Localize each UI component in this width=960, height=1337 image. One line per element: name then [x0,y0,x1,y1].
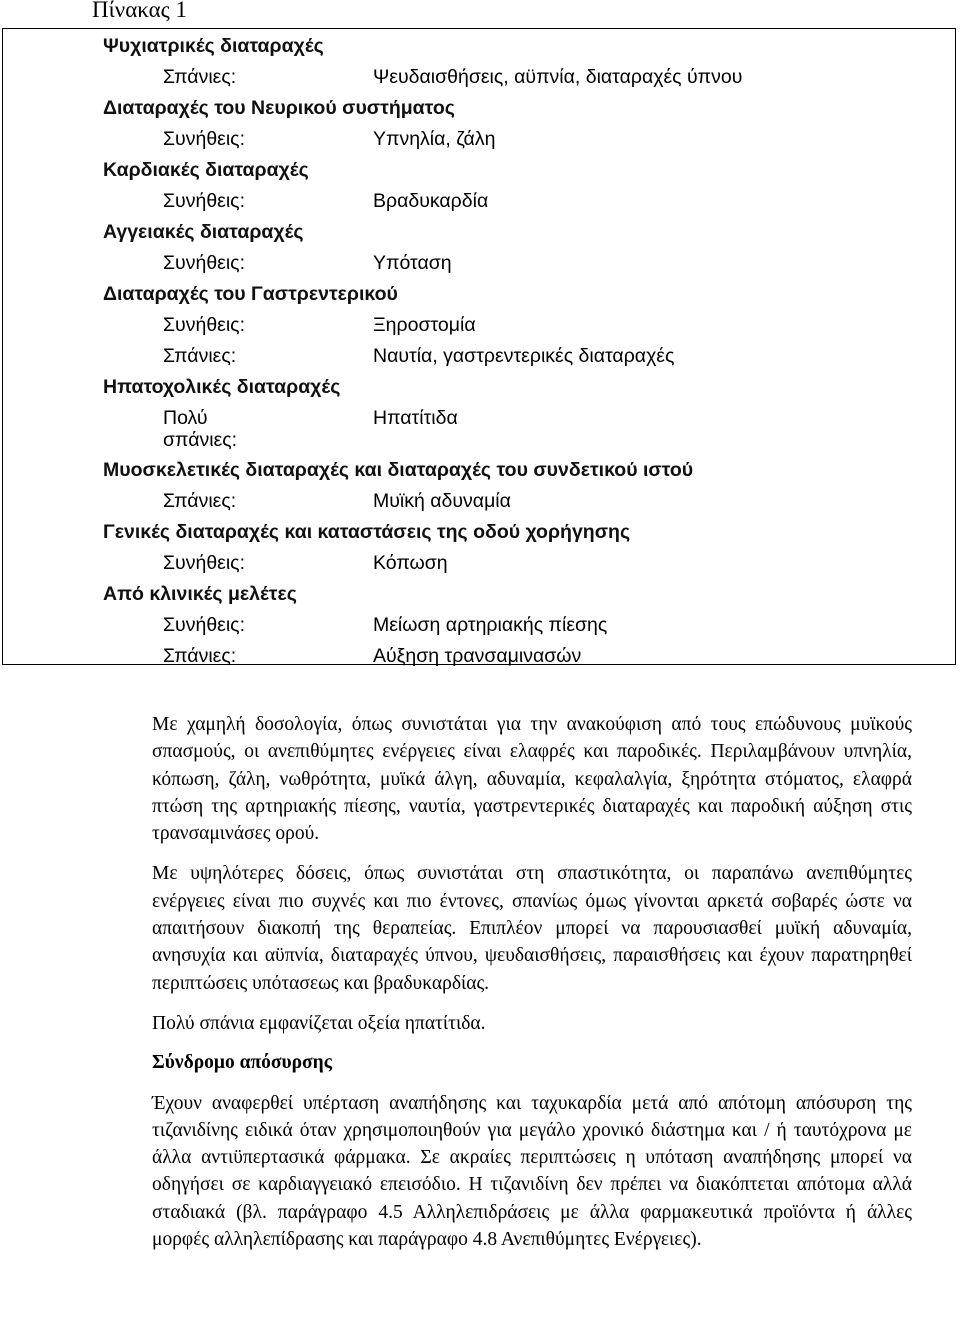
table-row [103,610,943,641]
frequency-label: Συνήθεις: [163,190,245,212]
category-musculoskeletal: Μυοσκελετικές διαταραχές και διαταραχές του συνδετικού ιστού [103,459,694,481]
frequency-label: Συνήθεις: [163,128,245,150]
category-gastrointestinal: Διαταραχές του Γαστρεντερικού [103,283,398,305]
category-psychiatric: Ψυχιατρικές διαταραχές [103,35,324,57]
frequency-label: Συνήθεις: [163,552,245,574]
effect-text: Ναυτία, γαστρεντερικές διαταραχές [373,345,675,367]
table-content [103,31,943,672]
effect-text: Βραδυκαρδία [373,190,489,212]
effect-text: Ξηροστομία [373,314,476,336]
effect-text: Μείωση αρτηριακής πίεσης [373,614,608,636]
frequency-label: Σπάνιες: [163,345,237,367]
frequency-label: Συνήθεις: [163,252,245,274]
table-row [103,341,943,372]
effect-text: Αύξηση τρανσαμινασών [373,645,582,667]
category-nervous-system: Διαταραχές του Νευρικού συστήματος [103,97,455,119]
paragraph-withdrawal: Έχουν αναφερθεί υπέρταση αναπήδησης και ταχυκαρδία μετά από απότομη απόσυρση της τιζανιδίνης ειδικά όταν χρησιμοποιηθούν για μεγάλο χρονικό διάστημα και / ή ταυτόχρονα με άλλα αντιϋπερτασικά φάρμακα. Σε ακραίες περιπτώσεις η υπόταση αναπήδησης μπορεί να οδηγήσει σε καρδιαγγειακό επεισόδιο. Η τιζανιδίνη δεν πρέπει να διακόπτεται απότομα αλλά σταδιακά (βλ. παράγραφο 4.5 Αλληλεπιδράσεις με άλλα φαρμακευτικά προϊόντα ή άλλες μορφές αλληλεπίδρασης και παράγραφο 4.8 Ανεπιθύμητες Ενέργειες). [152,1092,912,1251]
table-row [103,548,943,579]
frequency-line-1: Πολύ [163,407,208,429]
frequency-label: Συνήθεις: [163,314,245,336]
effect-text: Κόπωση [373,552,448,574]
frequency-line-2: σπάνιες: [163,429,238,451]
effect-text: Ψευδαισθήσεις, αϋπνία, διαταραχές ύπνου [373,66,743,88]
effect-text: Ηπατίτιδα [373,407,458,429]
category-clinical-studies: Από κλινικές μελέτες [103,583,297,605]
table-row [103,248,943,279]
category-hepatobiliary: Ηπατοχολικές διαταραχές [103,376,341,398]
table-row [103,186,943,217]
table-row [103,310,943,341]
table-caption: Πίνακας 1 [92,0,188,22]
paragraph-hepatitis: Πολύ σπάνια εμφανίζεται οξεία ηπατίτιδα. [152,1012,486,1034]
category-vascular: Αγγειακές διαταραχές [103,221,304,243]
paragraph-low-dose: Με χαμηλή δοσολογία, όπως συνιστάται για την ανακούφιση από τους επώδυνους μυϊκούς σπασμούς, οι ανεπιθύμητες ενέργειες είναι ελαφρές και παροδικές. Περιλαμβάνουν υπνηλία, κόπωση, ζάλη, νωθρότητα, μυϊκά άλγη, αδυναμία, κεφαλαλγία, ξηρότητα στόματος, ελαφρά πτώση της αρτηριακής πίεσης, ναυτία, γαστρεντερικές διαταραχές και παροδική αύξηση στις τρανσαμινάσες ορού. [152,714,912,845]
category-cardiac: Καρδιακές διαταραχές [103,159,309,181]
table-row [103,641,943,672]
table-row [103,403,943,455]
frequency-label: Σπάνιες: [163,645,237,667]
adverse-effects-table [2,28,956,665]
category-general: Γενικές διαταραχές και καταστάσεις της οδού χορήγησης [103,521,631,543]
frequency-label: Σπάνιες: [163,490,237,512]
table-row [103,124,943,155]
effect-text: Υπνηλία, ζάλη [373,128,496,150]
frequency-label [163,407,237,451]
frequency-label: Σπάνιες: [163,66,237,88]
table-row [103,486,943,517]
table-row [103,62,943,93]
frequency-label: Συνήθεις: [163,614,245,636]
effect-text: Υπόταση [373,252,452,274]
paragraph-high-dose: Με υψηλότερες δόσεις, όπως συνιστάται στη σπαστικότητα, οι παραπάνω ανεπιθύμητες ενέργειες είναι πιο συχνές και πιο έντονες, σπανίως όμως γίνονται αρκετά σοβαρές ώστε να απαιτήσουν διακοπή της θεραπείας. Επιπλέον μπορεί να παρουσιασθεί μυϊκή αδυναμία, ανησυχία και αϋπνία, διαταραχές ύπνου, ψευδαισθήσεις, παραισθήσεις και έχουν παρατηρηθεί περιπτώσεις υπότασεως και βραδυκαρδίας. [152,863,912,994]
section-heading-withdrawal: Σύνδρομο απόσυρσης [152,1052,332,1074]
effect-text: Μυϊκή αδυναμία [373,490,511,512]
body-text [152,711,912,1253]
